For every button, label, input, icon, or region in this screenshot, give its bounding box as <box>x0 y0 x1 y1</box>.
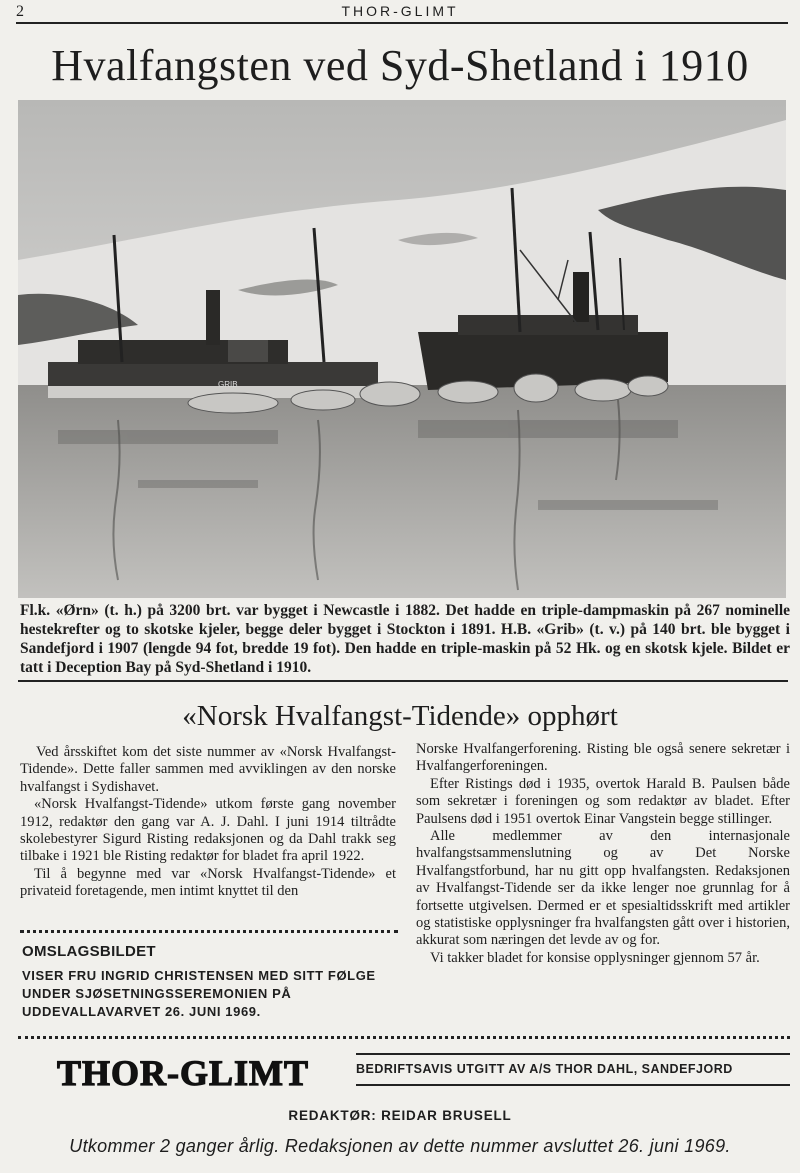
cover-box-title: OMSLAGSBILDET <box>22 943 156 960</box>
article-column-right <box>416 741 790 967</box>
article-paragraph: Alle medlemmer av den internasjonale hvalfangstsammenslutning og av Det Norske Hvalfangstforbund, har nu gitt opp hvalfangsten. Redaksjonen av Hvalfangst-Tidende ser da ikke lenger noe grunnlag for å fortsette utgivelsen. Dermed er et spesialtidsskrift med artikler og statistiske opplysninger fra hvalfangsten gått over i historien, akkurat som næringen det levde av og for. <box>416 828 790 949</box>
photo-illustration <box>18 100 786 598</box>
whale-carcass <box>360 382 420 406</box>
whale-carcass <box>188 393 278 413</box>
whale-carcass <box>575 379 631 401</box>
masthead-logo-text: THOR-GLIMT <box>56 1053 310 1093</box>
masthead-top-border <box>18 1036 790 1039</box>
masthead-subtitle: BEDRIFTSAVIS UTGITT AV A/S THOR DAHL, SANDEFJORD <box>356 1062 733 1076</box>
masthead-rule-bottom <box>356 1084 790 1086</box>
whale-carcass <box>291 390 355 410</box>
header-rule <box>16 22 788 24</box>
whale-carcass <box>628 376 668 396</box>
article-paragraph: Vi takker bladet for konsise opplysninger gjennom 57 år. <box>430 949 760 966</box>
article-paragraph: Efter Ristings død i 1935, overtok Harald B. Paulsen både som sekretær i foreningen og som redaktør av bladet. Efter Paulsens død i 1951 overtok Einar Vangstein begge stillinger. <box>416 775 790 827</box>
headline: Hvalfangsten ved Syd-Shetland i 1910 <box>51 41 749 90</box>
photo-whaling-ships <box>18 100 786 598</box>
article-paragraph: «Norsk Hvalfangst-Tidende» utkom første gang november 1912, redaktør den gang var A. J. Dahl. I juni 1914 tiltrådte skolebestyrer Sigurd Risting redaksjonen og da Dahl trakk seg tilbake i 1921 ble Risting redaktør for bladet fra april 1922. <box>20 796 396 865</box>
masthead-logo <box>20 1052 346 1094</box>
page-number: 2 <box>16 3 24 20</box>
whale-carcass <box>514 374 558 402</box>
masthead-rule-top <box>356 1053 790 1055</box>
ship-name-label: GRIB <box>218 380 238 389</box>
editor-line: REDAKTØR: REIDAR BRUSELL <box>288 1108 512 1123</box>
cover-box-top-border <box>20 930 398 933</box>
whale-carcass <box>438 381 498 403</box>
running-head: THOR-GLIMT <box>341 3 459 19</box>
cover-box-text: VISER FRU INGRID CHRISTENSEN MED SITT FØLGE UNDER SJØSETNINGSSEREMONIEN PÅ UDDEVALLAVARVET 26. JUNI 1969. <box>22 968 376 1019</box>
issue-note: Utkommer 2 ganger årlig. Redaksjonen av dette nummer avsluttet 26. juni 1969. <box>69 1136 731 1156</box>
article-paragraph: Norske Hvalfangerforening. Risting ble også senere sekretær i Hvalfangerforeningen. <box>416 741 790 775</box>
caption-rule <box>18 680 788 682</box>
article-paragraph: Til å begynne med var «Norsk Hvalfangst-Tidende» et privateid foretagende, men intimt knyttet til den <box>20 865 396 900</box>
article-title: «Norsk Hvalfangst-Tidende» opphørt <box>182 700 618 732</box>
article-paragraph: Ved årsskiftet kom det siste nummer av «Norsk Hvalfangst-Tidende». Dette faller sammen med avviklingen av den norske hvalfangst i Sydishavet. <box>20 744 396 795</box>
article-column-left <box>20 744 396 901</box>
photo-caption: Fl.k. «Ørn» (t. h.) på 3200 brt. var bygget i Newcastle i 1882. Det hadde en triple-dampmaskin på 267 nominelle hestekrefter og to skotske kjeler, begge deler bygget i Stockton i 1891. H.B. «Grib» (t. v.) på 140 brt. ble bygget i Sandefjord i 1907 (lengde 94 fot, bredde 19 fot). Den hadde en triple-maskin på 52 Hk. og en skotsk kjele. Bildet er tatt i Deception Bay på Syd-Shetland i 1910. <box>20 602 790 676</box>
